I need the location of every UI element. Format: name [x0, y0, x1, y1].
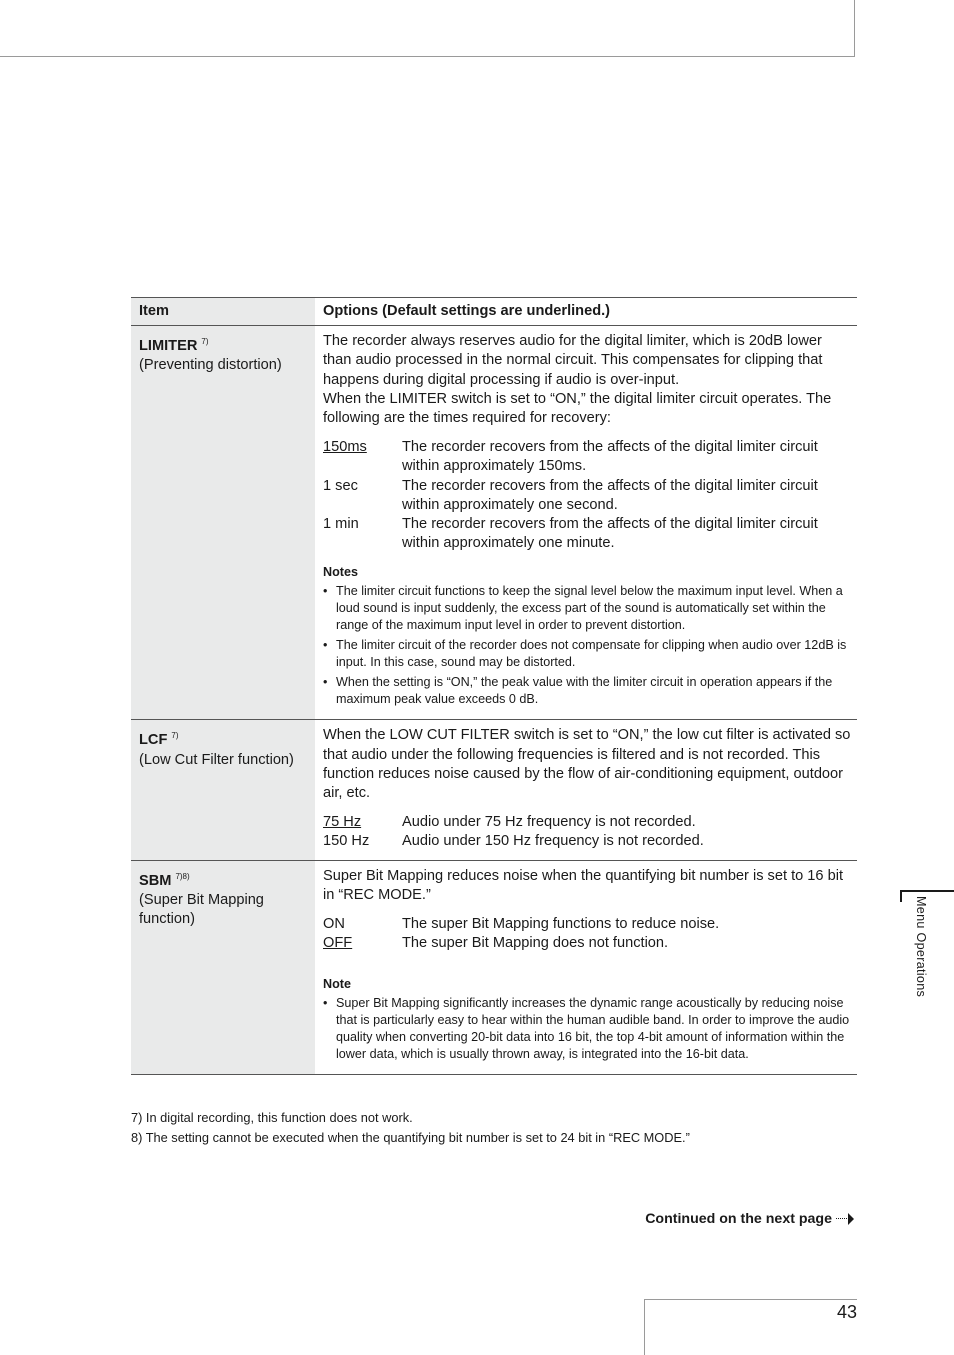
option-value: The recorder recovers from the affects of the digital limiter circuit within approximately one second.	[402, 477, 818, 513]
item-subtitle: (Low Cut Filter function)	[139, 751, 294, 768]
option-key: 1 sec	[323, 477, 358, 494]
description-paragraph: When the LIMITER switch is set to “ON,” the digital limiter circuit operates. The following are the times required for recovery:	[323, 390, 832, 427]
option-key: 1 min	[323, 516, 359, 533]
option-key-default: OFF	[323, 935, 353, 952]
option-list	[323, 915, 851, 953]
table-row	[131, 720, 857, 860]
footnote: 7) In digital recording, this function does not work.	[131, 1110, 413, 1125]
description	[323, 726, 851, 803]
option-key-default: 75 Hz	[323, 814, 362, 831]
option-value: The recorder recovers from the affects of the digital limiter circuit within approximately one minute.	[402, 516, 818, 552]
description	[323, 332, 851, 428]
item-name: LIMITER	[139, 338, 198, 355]
notes-list	[323, 995, 851, 1063]
item-subtitle: (Preventing distortion)	[139, 357, 282, 374]
page-number-box	[644, 1299, 857, 1355]
notes-heading: Note	[323, 977, 351, 992]
item-cell	[131, 326, 315, 720]
header-item: Item	[131, 298, 315, 326]
side-tab-label: Menu Operations	[914, 896, 928, 998]
note-item: • The limiter circuit functions to keep the signal level below the maximum input level. When a loud sound is input suddenly, the excess part of the sound is automatically set within the range of the maximum input level in order to prevent distortion.	[323, 583, 851, 634]
option-key: 150 Hz	[323, 833, 370, 850]
footnote-ref: 7)8)	[175, 871, 190, 881]
footnotes	[131, 1108, 690, 1148]
option-value: Audio under 150 Hz frequency is not recorded.	[402, 833, 704, 850]
side-tab-tick	[900, 890, 902, 902]
options-cell	[315, 326, 857, 720]
item-subtitle: (Super Bit Mapping function)	[139, 891, 264, 927]
options-cell	[315, 720, 857, 860]
option-row	[323, 813, 851, 832]
description-paragraph: The recorder always reserves audio for the digital limiter, which is 20dB lower than audio processed in the normal circuit. This compensates for clipping that happens during digital processing if audio is over-input.	[323, 333, 823, 388]
section-side-tab	[900, 890, 954, 1010]
option-value: Audio under 75 Hz frequency is not recorded.	[402, 814, 696, 831]
continued-next-page	[645, 1211, 854, 1227]
option-row	[323, 915, 851, 934]
side-tab-rule	[900, 890, 954, 892]
option-value: The recorder recovers from the affects of the digital limiter circuit within approximately 150ms.	[402, 439, 818, 475]
option-list	[323, 813, 851, 851]
option-row	[323, 515, 851, 553]
option-row	[323, 477, 851, 515]
option-list	[323, 438, 851, 553]
item-name: LCF	[139, 732, 168, 749]
option-key: ON	[323, 916, 345, 933]
option-value: The super Bit Mapping does not function.	[402, 935, 669, 952]
note-item: • When the setting is “ON,” the peak value with the limiter circuit in operation appears if the maximum peak value exceeds 0 dB.	[323, 674, 851, 708]
settings-table	[131, 297, 857, 1075]
item-cell	[131, 860, 315, 1075]
note-item: • The limiter circuit of the recorder does not compensate for clipping when audio over 12dB is input. In this case, sound may be distorted.	[323, 637, 851, 671]
item-name: SBM	[139, 872, 172, 889]
top-rule	[0, 56, 855, 57]
description-paragraph: Super Bit Mapping reduces noise when the quantifying bit number is set to 16 bit in “REC MODE.”	[323, 867, 844, 903]
item-cell	[131, 720, 315, 860]
option-row	[323, 934, 851, 953]
table-row	[131, 326, 857, 720]
notes-list	[323, 583, 851, 708]
notes-heading: Notes	[323, 565, 358, 580]
top-vertical-rule	[854, 0, 855, 57]
header-options: Options (Default settings are underlined.)	[323, 303, 611, 319]
footnote: 8) The setting cannot be executed when the quantifying bit number is set to 24 bit in “REC MODE.”	[131, 1130, 690, 1145]
option-row	[323, 438, 851, 476]
description	[323, 867, 851, 905]
note-item: • Super Bit Mapping significantly increases the dynamic range acoustically by reducing noise that is particularly easy to hear within the human audible band. In order to improve the audio quality when converting 20-bit data into 16 bit, the top 4-bit amount of information within the lower data, which is usually thrown away, is integrated into the 16-bit data.	[323, 995, 851, 1063]
footnote-ref: 7)	[201, 337, 209, 347]
table-row	[131, 860, 857, 1075]
footnote-ref: 7)	[171, 731, 179, 741]
option-row	[323, 832, 851, 851]
option-key-default: 150ms	[323, 439, 367, 456]
page-number: 43	[836, 1302, 857, 1322]
options-cell	[315, 860, 857, 1075]
table-header-row	[131, 298, 857, 326]
description-paragraph: When the LOW CUT FILTER switch is set to “ON,” the low cut filter is activated so that audio under the following frequencies is filtered and is not recorded. This function reduces noise caused by the flow of air-conditioning equipment, outdoor air, etc.	[323, 727, 851, 802]
continued-label: Continued on the next page	[645, 1211, 832, 1227]
arrow-right-icon	[836, 1213, 854, 1225]
option-value: The super Bit Mapping functions to reduce noise.	[402, 916, 720, 933]
